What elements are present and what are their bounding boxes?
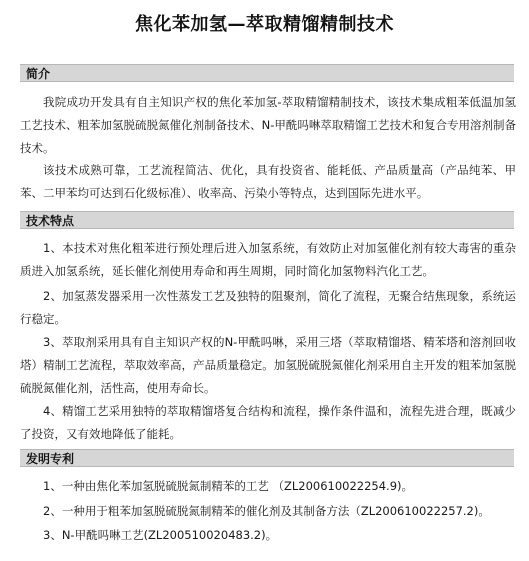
page-title: 焦化苯加氢—萃取精馏精制技术 bbox=[135, 14, 394, 35]
feature-paragraph-1: 1、本技术对焦化粗苯进行预处理后进入加氢系统，有效防止对加氢催化剂有较大毒害的重杂质进入加氢系统，延长催化剂使用寿命和再生周期，同时简化加氢物料汽化工艺。 bbox=[20, 241, 516, 278]
feature-paragraph-2: 2、加氢蒸发器采用一次性蒸发工艺及独特的阻聚剂，简化了流程，无聚合结焦现象，系统运行稳定。 bbox=[20, 289, 516, 326]
patent-item-3: 3、N-甲酰吗啉工艺(ZL200510020483.2)。 bbox=[43, 528, 278, 542]
section-header-intro: 简介 bbox=[20, 64, 514, 82]
intro-paragraph-2: 该技术成熟可靠，工艺流程简洁、优化，具有投资省、能耗低、产品质量高（产品纯苯、甲苯、二甲苯均可达到石化级标准）、收率高、污染小等特点，达到国际先进水平。 bbox=[20, 163, 516, 200]
section-header-features: 技术特点 bbox=[20, 211, 514, 229]
feature-paragraph-3: 3、萃取剂采用具有自主知识产权的N-甲酰吗啉，采用三塔（萃取精馏塔、精苯塔和溶剂回收塔）精制工艺流程，萃取效率高，产品质量稳定。加氢脱硫脱氮催化剂采用自主开发的粗苯加氢脱硫脱氮催化剂，活性高，使用寿命长。 bbox=[20, 335, 516, 395]
intro-paragraph-1: 我院成功开发具有自主知识产权的焦化苯加氢-萃取精馏精制技术，该技术集成粗苯低温加氢工艺技术、粗苯加氢脱硫脱氮催化剂制备技术、N-甲酰吗啉萃取精馏工艺技术和复合专用溶剂制备技术。 bbox=[20, 95, 516, 155]
section-header-patents: 发明专利 bbox=[20, 449, 514, 467]
feature-paragraph-4: 4、精馏工艺采用独特的萃取精馏塔复合结构和流程，操作条件温和，流程先进合理，既减少了投资，又有效地降低了能耗。 bbox=[20, 404, 516, 441]
patent-item-2: 2、一种用于粗苯加氢脱硫脱氮制精苯的催化剂及其制备方法（ZL200610022257.2)。 bbox=[43, 504, 490, 518]
patent-item-1: 1、一种由焦化苯加氢脱硫脱氮制精苯的工艺 （ZL200610022254.9)。 bbox=[43, 479, 414, 493]
